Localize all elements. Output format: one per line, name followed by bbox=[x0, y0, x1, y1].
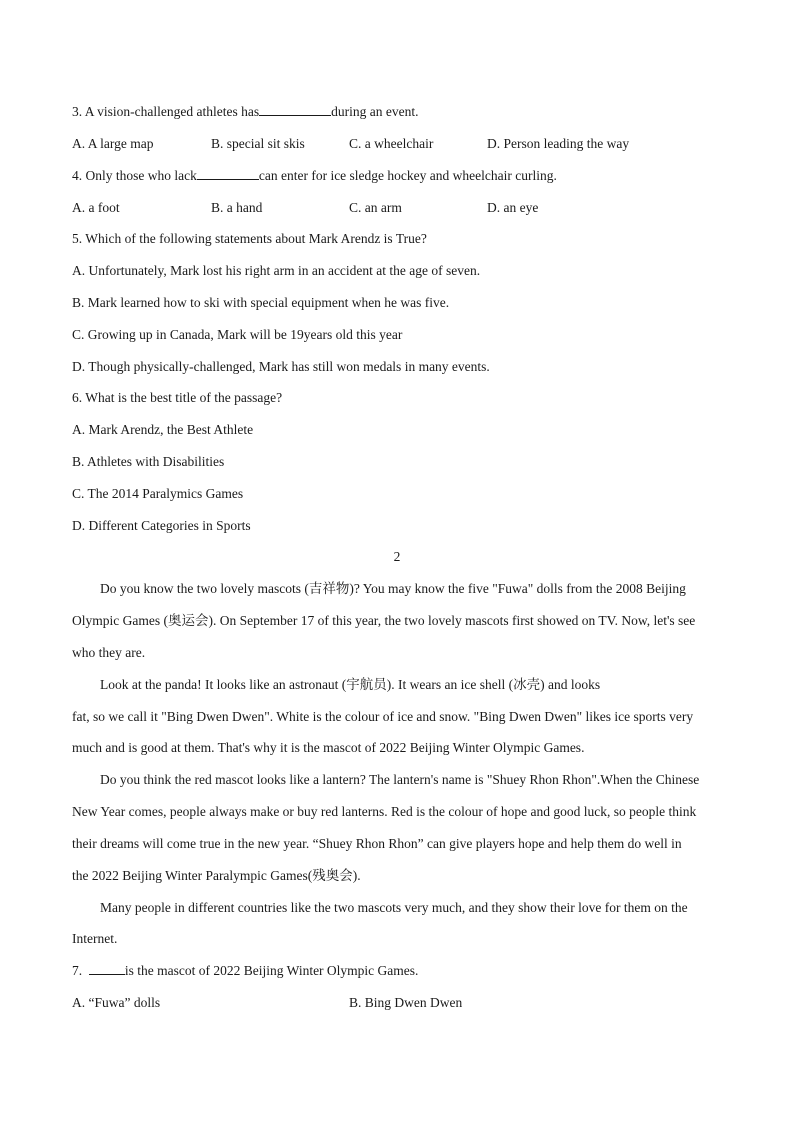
answer-blank bbox=[197, 167, 259, 180]
question-7-option-b: B. Bing Dwen Dwen bbox=[349, 995, 463, 1010]
question-7-stem-after: is the mascot of 2022 Beijing Winter Olympic Games. bbox=[124, 963, 419, 978]
passage-p2-line3: much and is good at them. That's why it is the mascot of 2022 Beijing Winter Olympic Games. bbox=[72, 740, 585, 755]
passage-p3-line1: Do you think the red mascot looks like a lantern? The lantern's name is "Shuey Rhon Rhon".When the Chinese bbox=[100, 772, 700, 787]
passage-p1-line3: who they are. bbox=[72, 645, 146, 660]
passage-p1-line1: Do you know the two lovely mascots (吉祥物)? You may know the five "Fuwa" dolls from the 2008 Beijing bbox=[100, 581, 686, 596]
passage-p4-line1: Many people in different countries like the two mascots very much, and they show their love for them on the bbox=[100, 900, 688, 915]
question-3-stem-after: during an event. bbox=[331, 104, 419, 119]
question-7-stem bbox=[72, 962, 722, 980]
passage-p1-line2: Olympic Games (奥运会). On September 17 of this year, the two lovely mascots first showed on TV. Now, let's see bbox=[72, 613, 696, 628]
question-4-option-a: A. a foot bbox=[72, 200, 120, 215]
question-3-option-a: A. A large map bbox=[72, 136, 154, 151]
question-5-option-b: B. Mark learned how to ski with special equipment when he was five. bbox=[72, 295, 450, 310]
question-4-option-d: D. an eye bbox=[487, 200, 539, 215]
question-7-option-a: A. “Fuwa” dolls bbox=[72, 995, 161, 1010]
question-7-number: 7. bbox=[72, 963, 83, 978]
question-3-option-b: B. special sit skis bbox=[211, 136, 305, 151]
question-3-stem bbox=[72, 103, 722, 121]
section-number: 2 bbox=[393, 549, 401, 564]
question-3-option-d: D. Person leading the way bbox=[487, 136, 630, 151]
question-6-option-b: B. Athletes with Disabilities bbox=[72, 454, 225, 469]
passage-p4-line2: Internet. bbox=[72, 931, 118, 946]
question-4-option-c: C. an arm bbox=[349, 200, 402, 215]
passage-p2-line2: fat, so we call it "Bing Dwen Dwen". White is the colour of ice and snow. "Bing Dwen Dwen" likes ice sports very bbox=[72, 709, 694, 724]
passage-p3-line3: their dreams will come true in the new year. “Shuey Rhon Rhon” can give players hope and help them do well in bbox=[72, 836, 682, 851]
question-5-option-a: A. Unfortunately, Mark lost his right arm in an accident at the age of seven. bbox=[72, 263, 481, 278]
passage-p3-line2: New Year comes, people always make or buy red lanterns. Red is the colour of hope and good luck, so people think bbox=[72, 804, 697, 819]
question-5-stem: 5. Which of the following statements about Mark Arendz is True? bbox=[72, 231, 427, 246]
question-4-stem bbox=[72, 167, 722, 185]
question-6-option-a: A. Mark Arendz, the Best Athlete bbox=[72, 422, 254, 437]
question-4-option-b: B. a hand bbox=[211, 200, 263, 215]
question-4-stem-before: 4. Only those who lack bbox=[72, 168, 197, 183]
answer-blank bbox=[259, 103, 331, 116]
passage-p2-line1: Look at the panda! It looks like an astronaut (宇航员). It wears an ice shell (冰壳) and looks bbox=[100, 677, 601, 692]
question-3-stem-before: 3. A vision-challenged athletes has bbox=[72, 104, 260, 119]
passage-p3-line4: the 2022 Beijing Winter Paralympic Games(残奥会). bbox=[72, 868, 361, 883]
answer-blank bbox=[89, 962, 125, 975]
question-3-option-c: C. a wheelchair bbox=[349, 136, 434, 151]
question-6-option-c: C. The 2014 Paralymics Games bbox=[72, 486, 244, 501]
question-5-option-d: D. Though physically-challenged, Mark has still won medals in many events. bbox=[72, 359, 490, 374]
question-4-stem-after: can enter for ice sledge hockey and wheelchair curling. bbox=[258, 168, 557, 183]
question-6-option-d: D. Different Categories in Sports bbox=[72, 518, 251, 533]
question-5-option-c: C. Growing up in Canada, Mark will be 19years old this year bbox=[72, 327, 403, 342]
question-6-stem: 6. What is the best title of the passage? bbox=[72, 390, 283, 405]
